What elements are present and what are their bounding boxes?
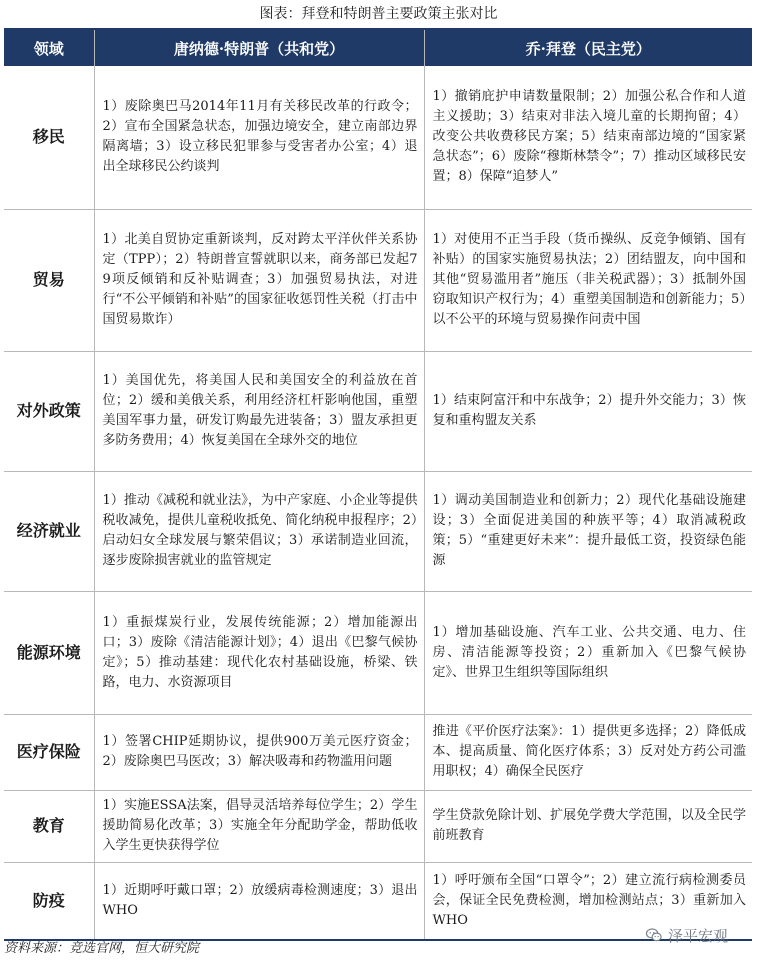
- biden-policy-cell: 学生贷款免除计划、扩展免学费大学范围，以及全民学前班教育: [424, 790, 752, 862]
- table-row: [4, 790, 752, 862]
- table-row: [4, 66, 752, 209]
- wechat-icon: [645, 926, 663, 944]
- biden-policy-cell: 1）增加基础设施、汽车工业、公共交通、电力、住房、清洁能源等投资；2）重新加入《巴黎气候协定》、世界卫生组织等国际组织: [424, 591, 752, 714]
- trump-policy-cell: 1）推动《减税和就业法》，为中产家庭、小企业等提供税收减免，提供儿童税收抵免、简化纳税申报程序；2）启动妇女全球发展与繁荣倡议；3）承诺制造业回流，逐步废除损害就业的监管规定: [94, 471, 424, 591]
- biden-policy-cell: 1）呼吁颁布全国“口罩令”；2）建立流行病检测委员会，保证全民免费检测，增加检测站点；3）重新加入WHO: [424, 862, 752, 940]
- watermark: [645, 924, 753, 946]
- row-domain: 经济就业: [4, 471, 94, 591]
- table-row: [4, 351, 752, 471]
- row-domain: 能源环境: [4, 591, 94, 714]
- header-domain: 领域: [4, 29, 94, 66]
- trump-policy-cell: 1）废除奥巴马2014年11月有关移民改革的行政令；2）宣布全国紧急状态，加强边境安全，建立南部边界隔离墙；3）设立移民犯罪参与受害者办公室；4）退出全球移民公约谈判: [94, 66, 424, 209]
- trump-policy-cell: 1）实施ESSA法案，倡导灵活培养每位学生；2）学生援助简易化改革；3）实施全年分配助学金，帮助低收入学生更快获得学位: [94, 790, 424, 862]
- trump-policy-cell: 1）北美自贸协定重新谈判，反对跨太平洋伙伴关系协定（TPP）；2）特朗普宣誓就职以来，商务部已发起79项反倾销和反补贴调查；3）加强贸易执法，对进行“不公平倾销和补贴”的国家征收惩罚性关税（打击中国贸易欺诈）: [94, 209, 424, 351]
- row-domain: 移民: [4, 66, 94, 209]
- row-domain: 防疫: [4, 862, 94, 940]
- biden-policy-cell: 1）调动美国制造业和创新力；2）现代化基础设施建设；3）全面促进美国的种族平等；4）取消减税政策；5）“重建更好未来”：提升最低工资，投资绿色能源: [424, 471, 752, 591]
- biden-policy-cell: 1）撤销庇护申请数量限制；2）加强公私合作和人道主义援助；3）结束对非法入境儿童的长期拘留；4）改变公共收费移民方案；5）结束南部边境的“国家紧急状态”；6）废除“穆斯林禁令”；7）推动区域移民安置；8）保障“追梦人”: [424, 66, 752, 209]
- watermark-text: 泽平宏观: [668, 926, 729, 945]
- biden-policy-cell: 1）结束阿富汗和中东战争；2）提升外交能力；3）恢复和重构盟友关系: [424, 351, 752, 471]
- table-row: [4, 862, 752, 940]
- header-biden: 乔·拜登（民主党）: [424, 29, 752, 66]
- table-title: 图表：拜登和特朗普主要政策主张对比: [259, 6, 498, 22]
- header-row: [4, 29, 752, 66]
- trump-policy-cell: 1）美国优先，将美国人民和美国安全的利益放在首位；2）缓和美俄关系，利用经济杠杆影响他国，重塑美国军事力量，研发订购最先进装备；3）盟友承担更多防务费用；4）恢复美国在全球外交的地位: [94, 351, 424, 471]
- table-row: [4, 471, 752, 591]
- row-domain: 医疗保险: [4, 714, 94, 790]
- biden-policy-cell: 推进《平价医疗法案》：1）提供更多选择；2）降低成本、提高质量、简化医疗体系；3）反对处方药公司滥用职权；4）确保全民医疗: [424, 714, 752, 790]
- row-domain: 对外政策: [4, 351, 94, 471]
- trump-policy-cell: 1）签署CHIP延期协议，提供900万美元医疗资金；2）废除奥巴马医改；3）解决吸毒和药物滥用问题: [94, 714, 424, 790]
- table-row: [4, 591, 752, 714]
- policy-comparison-table: [4, 28, 752, 941]
- row-domain: 教育: [4, 790, 94, 862]
- table-row: [4, 714, 752, 790]
- table-row: [4, 209, 752, 351]
- trump-policy-cell: 1）近期呼吁戴口罩；2）放缓病毒检测速度；3）退出WHO: [94, 862, 424, 940]
- biden-policy-cell: 1）对使用不正当手段（货币操纵、反竞争倾销、国有补贴）的国家实施贸易执法；2）团结盟友，向中国和其他“贸易滥用者”施压（非关税武器）；3）抵制外国窃取知识产权行为；4）重塑美国制造和创新能力；5）以不公平的环境与贸易操作问责中国: [424, 209, 752, 351]
- header-trump: 唐纳德·特朗普（共和党）: [94, 29, 424, 66]
- row-domain: 贸易: [4, 209, 94, 351]
- source-note: 资料来源：竞选官网，恒大研究院: [4, 941, 200, 956]
- trump-policy-cell: 1）重振煤炭行业，发展传统能源；2）增加能源出口；3）废除《清洁能源计划》；4）退出《巴黎气候协定》；5）推动基建：现代化农村基础设施，桥梁、铁路，电力、水资源项目: [94, 591, 424, 714]
